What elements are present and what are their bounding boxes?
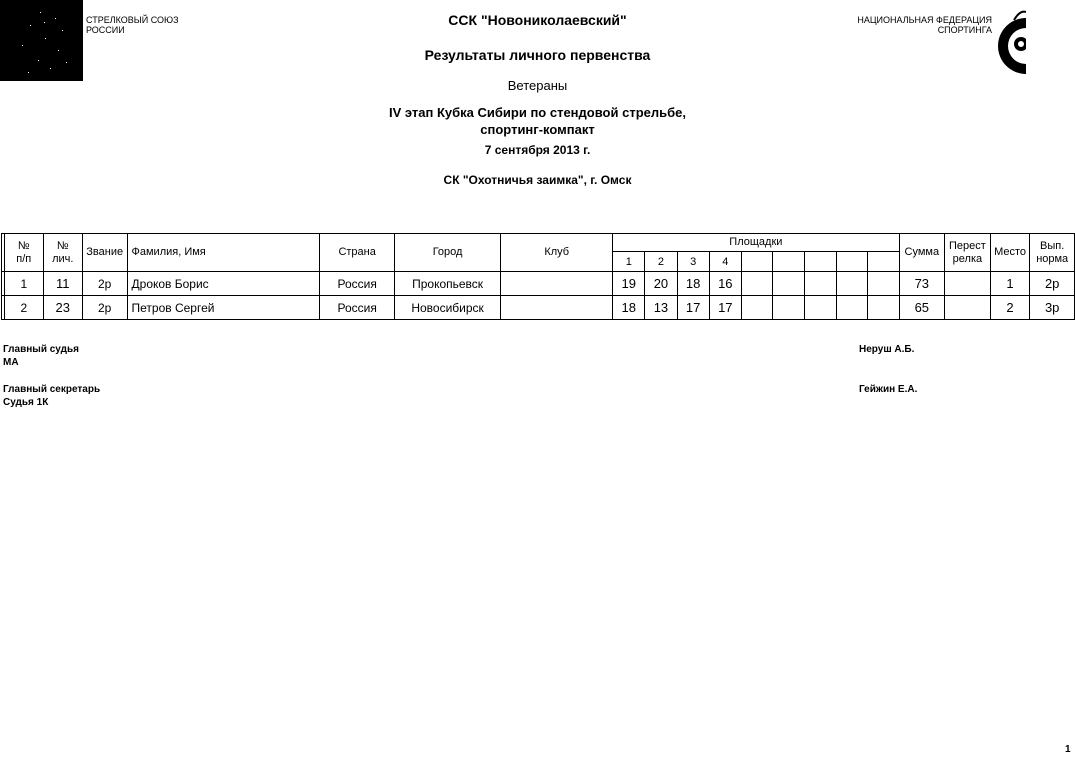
cell-club	[501, 296, 613, 320]
header-country: Страна	[320, 234, 394, 272]
chief-judge-block	[3, 343, 79, 369]
cell-range-9	[868, 272, 900, 296]
cell-range-8	[836, 272, 868, 296]
chief-secretary-name: Гейжин Е.А.	[859, 384, 918, 395]
category-title: Ветераны	[507, 78, 568, 93]
table-row	[2, 296, 1075, 320]
event-line2: спортинг-компакт	[480, 122, 595, 137]
cell-rank: 2р	[82, 296, 127, 320]
table-row	[2, 272, 1075, 296]
header-ranges: Площадки	[613, 234, 899, 252]
cell-sum: 73	[899, 272, 945, 296]
range-header-6	[773, 252, 805, 272]
event-title	[0, 104, 1075, 138]
cell-range-5	[741, 272, 773, 296]
cell-rank: 2р	[82, 272, 127, 296]
cell-range-1: 18	[613, 296, 645, 320]
range-header-9	[868, 252, 900, 272]
chief-judge-title: Главный судья	[3, 344, 79, 355]
page-number: 1	[1065, 744, 1071, 755]
cell-range-4: 17	[709, 296, 741, 320]
cell-shootoff	[945, 272, 991, 296]
event-line1: IV этап Кубка Сибири по стендовой стрельбе,	[389, 105, 686, 120]
cell-country: Россия	[320, 296, 394, 320]
header-norm: Вып. норма	[1030, 234, 1075, 272]
cell-range-3: 17	[677, 296, 709, 320]
event-venue: СК "Охотничья заимка", г. Омск	[443, 173, 632, 187]
cell-name: Петров Сергей	[127, 296, 320, 320]
cell-range-3: 18	[677, 272, 709, 296]
cell-range-9	[868, 296, 900, 320]
cell-norm: 3р	[1030, 296, 1075, 320]
header-shootoff: Перест релка	[945, 234, 991, 272]
event-date: 7 сентября 2013 г.	[484, 143, 591, 157]
cell-sum: 65	[899, 296, 945, 320]
cell-pp: 1	[4, 272, 43, 296]
cell-country: Россия	[320, 272, 394, 296]
cell-club	[501, 272, 613, 296]
cell-range-2: 13	[645, 296, 677, 320]
chief-judge-name: Неруш А.Б.	[859, 344, 915, 355]
header-place: Место	[990, 234, 1030, 272]
org-left-line2: РОССИИ	[86, 25, 125, 35]
cell-range-7	[804, 296, 836, 320]
org-right-line1: НАЦИОНАЛЬНАЯ ФЕДЕРАЦИЯ	[857, 15, 992, 25]
org-right-line2: СПОРТИНГА	[937, 25, 992, 35]
cell-lich: 23	[43, 296, 82, 320]
header-city: Город	[394, 234, 500, 272]
cell-pp: 2	[4, 296, 43, 320]
cell-range-8	[836, 296, 868, 320]
header-num-lich: № лич.	[43, 234, 82, 272]
cell-range-5	[741, 296, 773, 320]
cell-city: Новосибирск	[394, 296, 500, 320]
cell-range-6	[773, 272, 805, 296]
range-header-8	[836, 252, 868, 272]
range-header-7	[804, 252, 836, 272]
range-header-1: 1	[613, 252, 645, 272]
header-rank: Звание	[82, 234, 127, 272]
cell-city: Прокопьевск	[394, 272, 500, 296]
range-header-4: 4	[709, 252, 741, 272]
results-title: Результаты личного первенства	[424, 47, 651, 63]
range-header-3: 3	[677, 252, 709, 272]
header-club: Клуб	[501, 234, 613, 272]
cell-shootoff	[945, 296, 991, 320]
cell-name: Дроков Борис	[127, 272, 320, 296]
chief-secretary-block	[3, 383, 100, 409]
results-table	[1, 233, 1075, 320]
cell-norm: 2р	[1030, 272, 1075, 296]
cell-range-1: 19	[613, 272, 645, 296]
header-sum: Сумма	[899, 234, 945, 272]
cell-range-7	[804, 272, 836, 296]
club-title: ССК "Новониколаевский"	[448, 12, 627, 28]
chief-secretary-title: Главный секретарь	[3, 384, 101, 395]
org-left-line1: СТРЕЛКОВЫЙ СОЮЗ	[86, 15, 179, 25]
range-header-5	[741, 252, 773, 272]
range-header-2: 2	[645, 252, 677, 272]
cell-range-4: 16	[709, 272, 741, 296]
header-name: Фамилия, Имя	[127, 234, 320, 272]
cell-lich: 11	[43, 272, 82, 296]
header-num-pp: № п/п	[4, 234, 43, 272]
cell-range-2: 20	[645, 272, 677, 296]
cell-place: 2	[990, 296, 1030, 320]
cell-range-6	[773, 296, 805, 320]
chief-secretary-category: Судья 1К	[3, 397, 49, 408]
cell-place: 1	[990, 272, 1030, 296]
chief-judge-category: МА	[3, 357, 19, 368]
